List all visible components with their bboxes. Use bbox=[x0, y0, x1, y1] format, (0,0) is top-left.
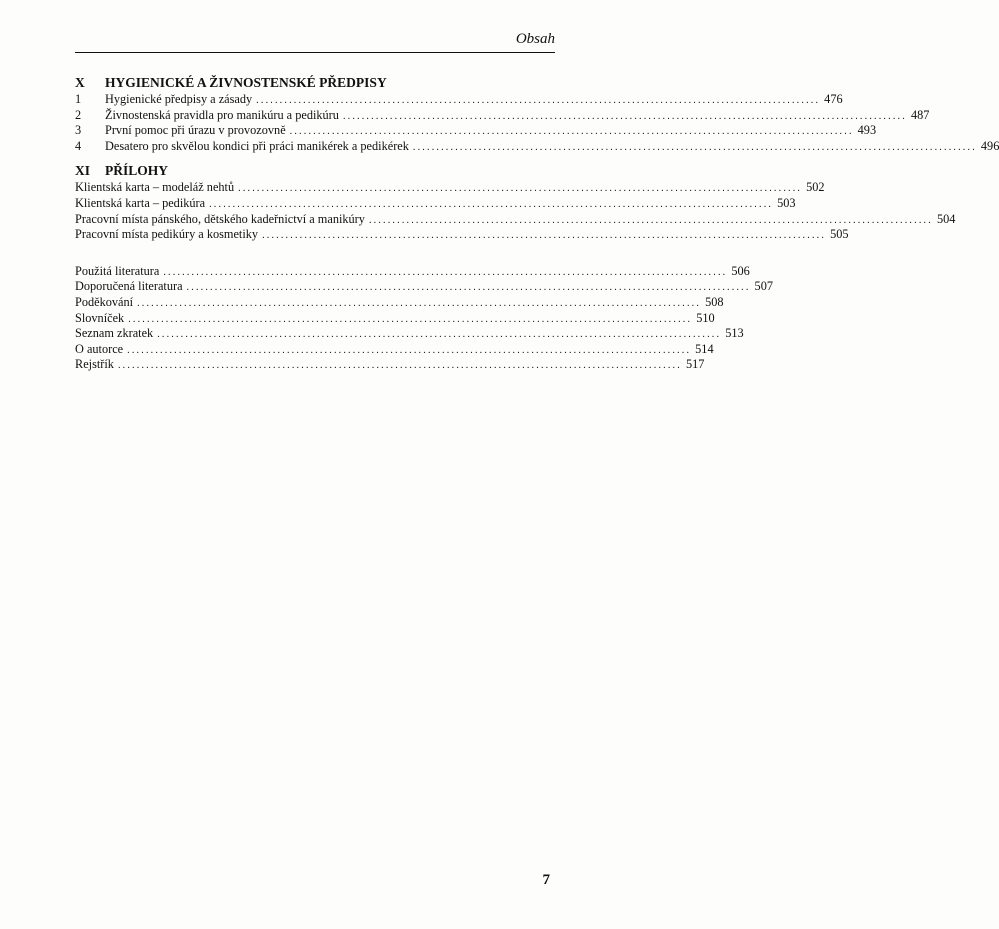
entry-title: Poděkování bbox=[75, 294, 134, 309]
leader-dots: ........................................................................................................................ bbox=[186, 282, 751, 294]
section-spacer bbox=[75, 243, 555, 264]
leader-dots: ........................................................................................................................ bbox=[342, 110, 907, 122]
entry-page: 504 bbox=[936, 211, 956, 226]
section-title: PŘÍLOHY bbox=[105, 163, 169, 179]
toc-entry[interactable] bbox=[75, 107, 930, 124]
toc-entry[interactable] bbox=[75, 341, 714, 358]
leader-dots: ........................................................................................................................ bbox=[209, 198, 774, 210]
entry-title: Pracovní místa pedikúry a kosmetiky bbox=[75, 227, 259, 242]
entry-number: 1 bbox=[75, 92, 82, 106]
page-number: 7 bbox=[542, 872, 550, 888]
entry-page: 507 bbox=[754, 279, 773, 294]
toc-entry[interactable] bbox=[75, 195, 796, 212]
toc-entry[interactable] bbox=[75, 92, 843, 108]
entry-number: 3 bbox=[75, 123, 82, 138]
toc-entry[interactable] bbox=[75, 180, 825, 196]
leader-dots: ........................................................................................................................ bbox=[368, 214, 933, 226]
entry-title: První pomoc při úrazu v provozovně bbox=[105, 123, 286, 138]
entry-title: Slovníček bbox=[75, 310, 125, 325]
entry-title: Desatero pro skvělou kondici při práci manikérek a pedikérek bbox=[105, 138, 409, 153]
toc-entry[interactable] bbox=[75, 357, 705, 373]
leader-dots: ........................................................................................................................ bbox=[128, 313, 693, 325]
leader-dots: ........................................................................................................................ bbox=[412, 141, 977, 153]
toc-entry[interactable] bbox=[75, 227, 849, 243]
entry-page: 503 bbox=[777, 195, 796, 210]
entry-number: 4 bbox=[75, 138, 82, 153]
entry-title: Klientská karta – modeláž nehtů bbox=[75, 180, 235, 195]
section-heading-xi bbox=[75, 162, 555, 180]
entry-title: Rejstřík bbox=[75, 357, 114, 372]
toc-entry[interactable] bbox=[75, 326, 744, 342]
section-number: XI bbox=[75, 163, 91, 179]
entry-page: 487 bbox=[910, 107, 930, 122]
leader-dots: ........................................................................................................................ bbox=[262, 230, 827, 242]
entry-title: Hygienické předpisy a zásady bbox=[105, 92, 253, 106]
toc-entry[interactable] bbox=[75, 138, 999, 155]
leader-dots: ........................................................................................................................ bbox=[256, 95, 821, 106]
entry-page: 493 bbox=[857, 123, 877, 138]
entry-page: 496 bbox=[980, 138, 999, 153]
toc-entry[interactable] bbox=[75, 310, 715, 327]
leader-dots: ........................................................................................................................ bbox=[127, 344, 692, 356]
entry-page: 510 bbox=[696, 310, 715, 325]
leader-dots: ........................................................................................................................ bbox=[157, 329, 722, 341]
entry-page: 514 bbox=[695, 341, 714, 356]
section-title: HYGIENICKÉ A ŽIVNOSTENSKÉ PŘEDPISY bbox=[105, 75, 387, 90]
entry-title: O autorce bbox=[75, 341, 124, 356]
entry-page: 502 bbox=[806, 180, 825, 195]
toc-entry[interactable] bbox=[75, 123, 877, 139]
leader-dots: ........................................................................................................................ bbox=[289, 126, 854, 138]
entry-title: Živnostenská pravidla pro manikúru a pedikúru bbox=[105, 107, 339, 122]
entry-page: 508 bbox=[705, 294, 724, 309]
leader-dots: ........................................................................................................................ bbox=[117, 360, 682, 372]
leader-dots: ........................................................................................................................ bbox=[238, 183, 803, 195]
entry-page: 513 bbox=[725, 326, 744, 341]
leader-dots: ........................................................................................................................ bbox=[163, 266, 728, 278]
toc-entry[interactable] bbox=[75, 211, 956, 228]
entry-page: 506 bbox=[731, 263, 750, 278]
running-header-title: Obsah bbox=[515, 31, 555, 47]
section-heading-x bbox=[75, 74, 555, 92]
toc-entry[interactable] bbox=[75, 279, 773, 295]
toc-entry[interactable] bbox=[75, 263, 750, 280]
entry-title: Doporučená literatura bbox=[75, 279, 183, 294]
entry-page: 505 bbox=[830, 227, 849, 242]
table-of-contents bbox=[75, 74, 999, 373]
entry-page: 476 bbox=[824, 92, 843, 106]
entry-title: Klientská karta – pedikúra bbox=[75, 195, 206, 210]
header-rule bbox=[75, 52, 555, 53]
entry-page: 517 bbox=[685, 357, 705, 372]
entry-title: Seznam zkratek bbox=[75, 326, 154, 341]
entry-number: 2 bbox=[75, 107, 82, 122]
entry-title: Použitá literatura bbox=[75, 263, 160, 278]
section-spacer bbox=[75, 154, 555, 162]
entry-title: Pracovní místa pánského, dětského kadeřnictví a manikúry bbox=[75, 211, 365, 226]
toc-entry[interactable] bbox=[75, 294, 724, 311]
section-number: X bbox=[75, 75, 85, 90]
leader-dots: ........................................................................................................................ bbox=[137, 297, 702, 309]
